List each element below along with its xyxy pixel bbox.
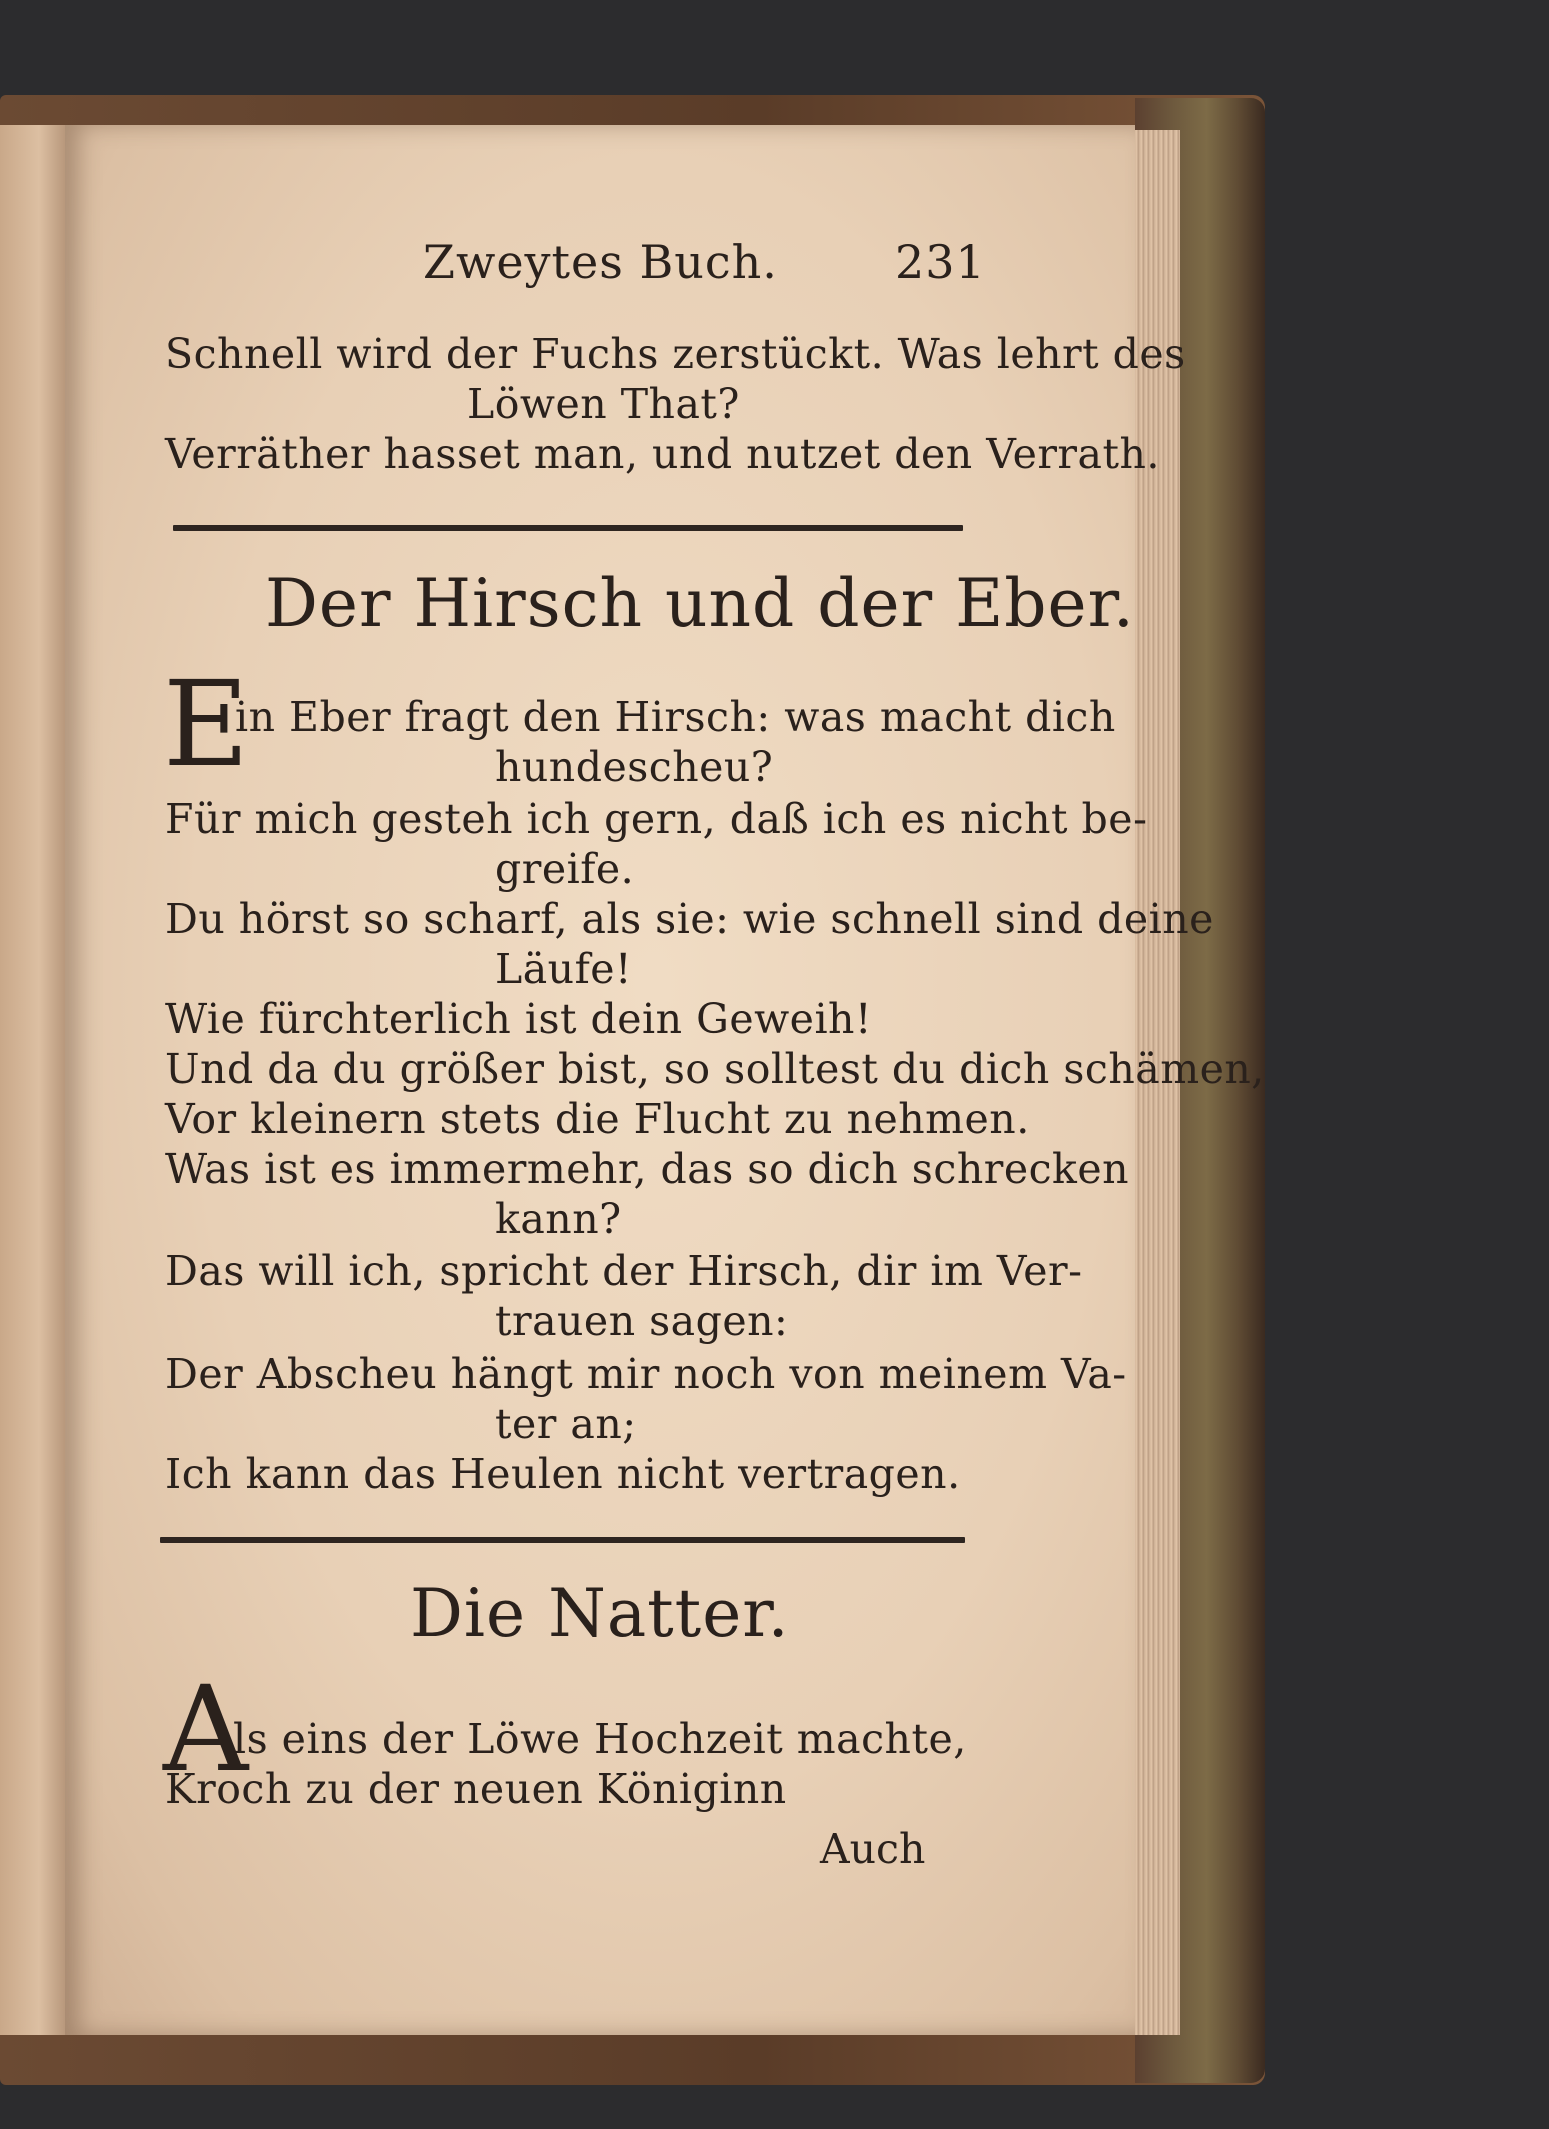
verse-line: Schnell wird der Fuchs zerstückt. Was lehrt des — [165, 330, 1186, 378]
verse-line: Ich kann das Heulen nicht vertragen. — [165, 1450, 961, 1498]
book-page — [65, 125, 1265, 2035]
verse-line: hundescheu? — [495, 743, 774, 791]
drop-cap: A — [163, 1660, 249, 1798]
verse-line: kann? — [495, 1195, 622, 1243]
verse-line: Du hörst so scharf, als sie: wie schnell sind deine — [165, 895, 1214, 943]
verse-line: Verräther hasset man, und nutzet den Verrath. — [165, 430, 1160, 478]
verse-line: Für mich gesteh ich gern, daß ich es nicht be- — [165, 795, 1148, 843]
verse-line: Der Abscheu hängt mir noch von meinem Va- — [165, 1350, 1127, 1398]
verse-line: ls eins der Löwe Hochzeit machte, — [233, 1715, 967, 1763]
drop-cap: E — [163, 655, 250, 793]
catchword: Auch — [820, 1825, 926, 1873]
verse-line: Und da du größer bist, so solltest du dich schämen, — [165, 1045, 1265, 1093]
facing-page — [0, 125, 65, 2035]
page-number: 231 — [895, 235, 986, 289]
verse-line: greife. — [495, 845, 635, 893]
verse-line: Löwen That? — [467, 380, 740, 428]
verse-line: Kroch zu der neuen Königinn — [165, 1765, 787, 1813]
verse-line: Vor kleinern stets die Flucht zu nehmen. — [165, 1095, 1030, 1143]
running-title: Zweytes Buch. — [423, 235, 778, 289]
verse-line: ter an; — [495, 1400, 637, 1448]
verse-line: Das will ich, spricht der Hirsch, dir im Ver- — [165, 1247, 1083, 1295]
verse-line: Was ist es immermehr, das so dich schrecken — [165, 1145, 1130, 1193]
verse-line: in Eber fragt den Hirsch: was macht dich — [235, 693, 1116, 741]
section-rule — [173, 525, 963, 531]
section-rule — [160, 1537, 965, 1543]
verse-line: Läufe! — [495, 945, 632, 993]
verse-line: Wie fürchterlich ist dein Geweih! — [165, 995, 872, 1043]
fable-title: Die Natter. — [410, 1575, 790, 1652]
fable-title: Der Hirsch und der Eber. — [265, 565, 1135, 642]
verse-line: trauen sagen: — [495, 1297, 789, 1345]
